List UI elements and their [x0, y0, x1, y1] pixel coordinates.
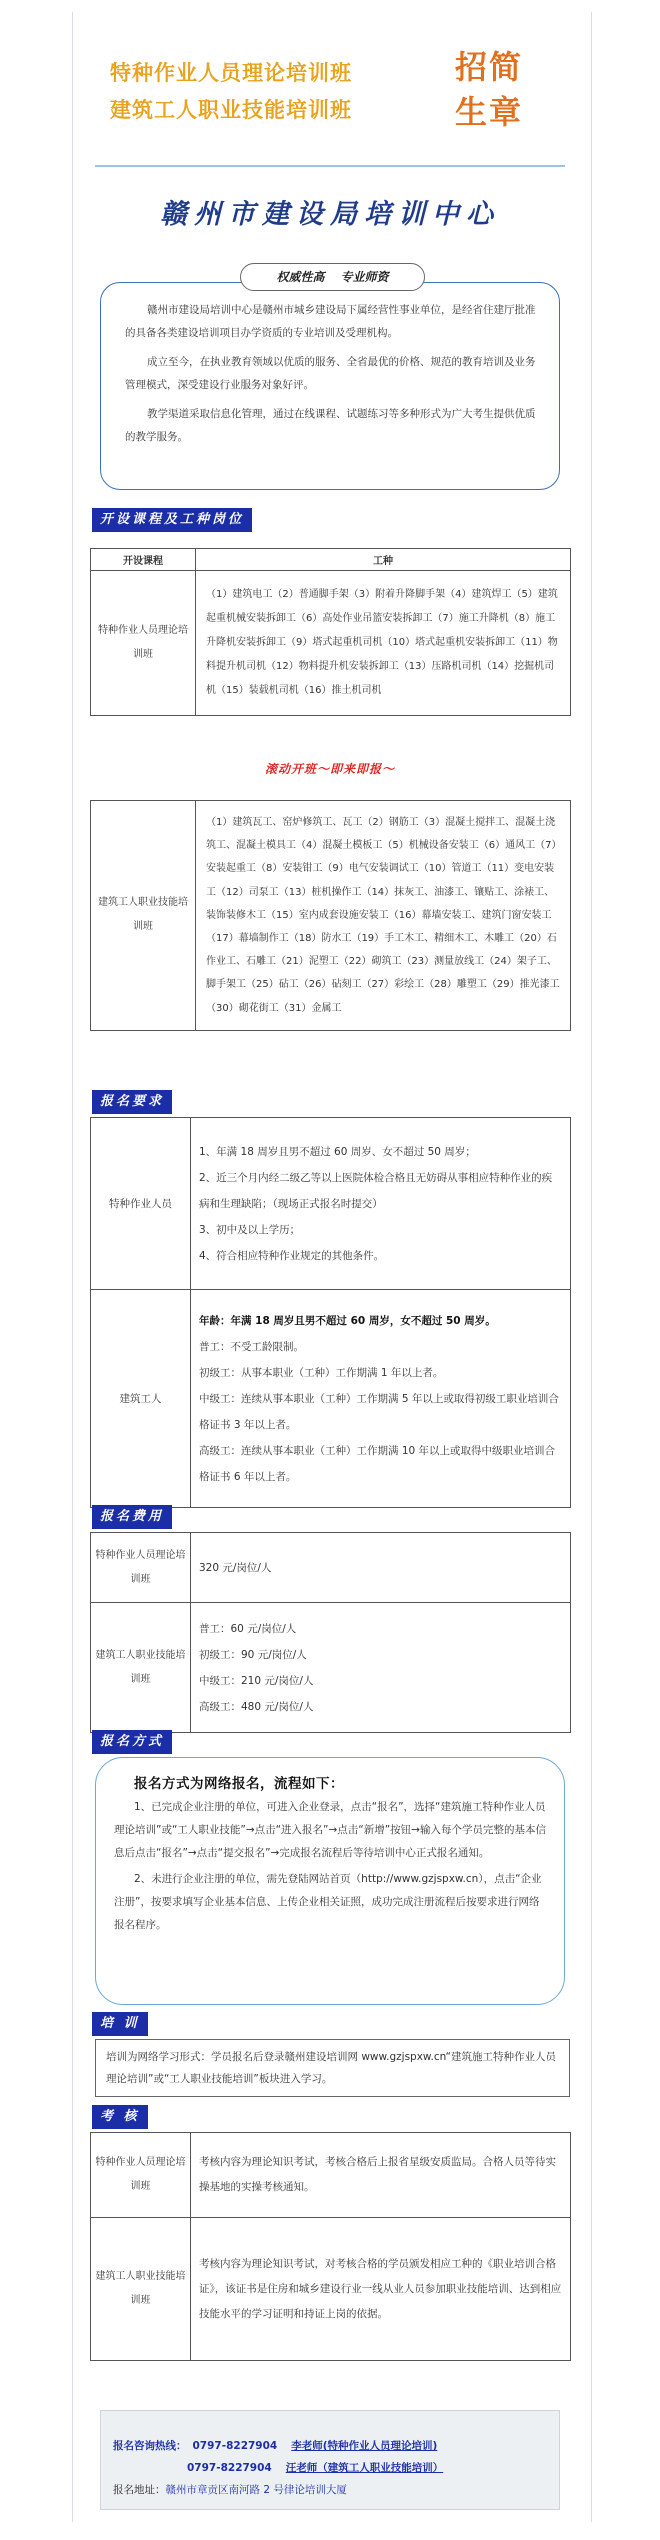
- slogan-right: 专业师资: [340, 270, 389, 284]
- exam-table: [90, 2132, 571, 2361]
- training-info: 培训为网络学习形式：学员报名后登录赣州建设培训网 www.gzjspxw.cn“建筑施工特种作业人员理论培训”或“工人职业技能培训”板块进入学习。: [95, 2039, 570, 2097]
- section-training-tab: 培 训: [92, 2012, 148, 2036]
- section-requirements-tab: 报名要求: [92, 1090, 172, 1114]
- table-row: [91, 1533, 571, 1603]
- application-step: 1、已完成企业注册的单位，可进入企业登录，点击“报名”，选择“建筑施工特种作业人员理论培训”或“工人职业技能”→点击“进入报名”→点击“新增”按钮→输入每个学员完整的基本信息后点击“报名”→点击“提交报名”→完成报名流程后等待培训中心正式报名通知。: [114, 1801, 546, 1859]
- center-title: 赣州市建设局培训中心: [160, 199, 500, 230]
- title-divider: [95, 165, 565, 167]
- builder-courses-table: [90, 800, 571, 1031]
- course-label: 特种作业人员理论培训班: [91, 571, 196, 716]
- course-label: 建筑工人职业技能培训班: [91, 801, 196, 1031]
- contact-person: 汪老师（建筑工人职业技能培训）: [285, 2462, 444, 2474]
- table-row: [91, 549, 571, 571]
- fee-value: 320 元/岗位/人: [191, 1533, 571, 1603]
- fee-item: 初级工：90 元/岗位/人: [199, 1648, 307, 1661]
- requirement-label: 特种作业人员: [91, 1118, 191, 1290]
- slogan: [240, 263, 425, 291]
- application-step: 2、未进行企业注册的单位，需先登陆网站首页（http://www.gzjspxw.cn），点击“企业注册”，按要求填写企业基本信息、上传企业相关证照，成功完成注册流程后按要求进行网络报名程序。: [114, 1873, 542, 1931]
- table-header: 开设课程: [91, 549, 196, 571]
- requirement-item: 4、符合相应特种作业规定的其他条件。: [199, 1249, 385, 1262]
- table-row: [91, 571, 571, 716]
- contact-row: [113, 2457, 547, 2479]
- fee-label: 特种作业人员理论培训班: [91, 1533, 191, 1603]
- contact-panel: [100, 2410, 560, 2510]
- course-titles: [110, 55, 352, 129]
- table-row: [91, 801, 571, 1031]
- table-row: [91, 1290, 571, 1508]
- table-row: [91, 2133, 571, 2218]
- address-row: [113, 2479, 547, 2501]
- rolling-enrollment-note: 滚动开班～即来即报～: [264, 762, 395, 776]
- slogan-left: 权威性高: [276, 270, 325, 284]
- requirement-item: 3、初中及以上学历；: [199, 1223, 301, 1236]
- requirement-item: 高级工：连续从事本职业（工种）工作期满 10 年以上或取得中级职业培训合格证书 6 年以上者。: [199, 1444, 556, 1483]
- phone-number: 0797-8227904: [192, 2440, 278, 2452]
- application-process-panel: [95, 1757, 565, 2005]
- section-fees-tab: 报名费用: [92, 1505, 172, 1529]
- contact-person: 李老师(特种作业人员理论培训): [291, 2440, 438, 2452]
- application-heading: 报名方式为网络报名，流程如下：: [134, 1776, 344, 1792]
- age-requirement: 年龄：年满 18 周岁且男不超过 60 周岁，女不超过 50 周岁。: [199, 1314, 496, 1327]
- section-courses-tab: 开设课程及工种岗位: [92, 508, 252, 532]
- course-jobs: （1）建筑瓦工、窑炉修筑工、瓦工（2）钢筋工（3）混凝土搅拌工、混凝土浇筑工、混凝土模具工（4）混凝土模板工（5）机械设备安装工（6）通风工（7）安装起重工（8）安装钳工（9）电气安装调试工（10）管道工（11）变电安装工（12）司泵工（13）桩机操作工（14）抹灰工、油漆工、镶贴工、涂裱工、装饰装修木工（15）室内成套设施安装工（16）幕墙安装工、建筑门窗安装工（17）幕墙制作工（18）防水工（19）手工木工、精细木工、木雕工（20）石作业工、石雕工（21）泥塑工（22）砌筑工（23）测量放线工（24）架子工、脚手架工（25）砧工（26）砧刻工（27）彩绘工（28）雕塑工（29）推光漆工（30）砌花街工（31）金属工: [196, 801, 571, 1031]
- address-label: 报名地址：: [113, 2484, 166, 2496]
- requirement-item: 2、近三个月内经二级乙等以上医院体检合格且无妨碍从事相应特种作业的疾病和生理缺陷；（现场正式报名时提交）: [199, 1171, 553, 1210]
- title-line-1: 特种作业人员理论培训班: [110, 61, 352, 85]
- intro-paragraph: 成立至今，在执业教育领域以优质的服务、全省最优的价格、规范的教育培训及业务管理模式，深受建设行业服务对象好评。: [125, 356, 536, 391]
- contact-row: [113, 2435, 547, 2457]
- requirements-table: [90, 1117, 571, 1508]
- exam-label: 特种作业人员理论培训班: [91, 2133, 191, 2218]
- table-row: [91, 2218, 571, 2361]
- exam-label: 建筑工人职业技能培训班: [91, 2218, 191, 2361]
- intro-paragraph: 教学渠道采取信息化管理，通过在线课程、试题练习等多种形式为广大考生提供优质的教学服务。: [125, 408, 536, 443]
- fee-item: 中级工：210 元/岗位/人: [199, 1674, 314, 1687]
- table-row: [91, 1603, 571, 1733]
- recruit-badge: [455, 45, 523, 135]
- fees-table: [90, 1532, 571, 1733]
- title-line-2: 建筑工人职业技能培训班: [110, 98, 352, 122]
- requirement-item: 普工：不受工龄限制。: [199, 1340, 304, 1353]
- courses-table: [90, 548, 571, 716]
- requirement-item: 1、年满 18 周岁且男不超过 60 周岁、女不超过 50 周岁；: [199, 1145, 476, 1158]
- phone-number: 0797-8227904: [187, 2462, 272, 2474]
- intro-panel: [100, 282, 560, 490]
- section-method-tab: 报名方式: [92, 1730, 172, 1754]
- intro-paragraph: 赣州市建设局培训中心是赣州市城乡建设局下属经营性事业单位，是经省住建厅批准的具备各类建设培训项目办学资质的专业培训及受理机构。: [125, 304, 536, 339]
- recruit-line-2: 生章: [455, 93, 524, 131]
- fee-item: 高级工：480 元/岗位/人: [199, 1700, 314, 1713]
- section-exam-tab: 考 核: [92, 2105, 148, 2129]
- table-header: 工种: [196, 549, 571, 571]
- recruit-line-1: 招简: [455, 48, 524, 86]
- hotline-label: 报名咨询热线：: [113, 2440, 187, 2452]
- fee-values: [191, 1603, 571, 1733]
- address-value: 赣州市章贡区南河路 2 号律论培训大厦: [165, 2484, 347, 2496]
- requirement-label: 建筑工人: [91, 1290, 191, 1508]
- table-row: [91, 1118, 571, 1290]
- requirement-body: [191, 1290, 571, 1508]
- exam-text: 考核内容为理论知识考试，考核合格后上报省星级安质监局。合格人员等待实操基地的实操考核通知。: [191, 2133, 571, 2218]
- requirement-item: 中级工：连续从事本职业（工种）工作期满 5 年以上或取得初级工职业培训合格证书 3 年以上者。: [199, 1392, 559, 1431]
- fee-label: 建筑工人职业技能培训班: [91, 1603, 191, 1733]
- fee-item: 普工：60 元/岗位/人: [199, 1622, 297, 1635]
- course-jobs: （1）建筑电工（2）普通脚手架（3）附着升降脚手架（4）建筑焊工（5）建筑起重机械安装拆卸工（6）高处作业吊篮安装拆卸工（7）施工升降机（8）施工升降机安装拆卸工（9）塔式起重机司机（10）塔式起重机安装拆卸工（11）物料提升机司机（12）物料提升机安装拆卸工（13）压路机司机（14）挖掘机司机（15）装载机司机（16）推土机司机: [196, 571, 571, 716]
- requirement-body: [191, 1118, 571, 1290]
- requirement-item: 初级工：从事本职业（工种）工作期满 1 年以上者。: [199, 1366, 444, 1379]
- exam-text: 考核内容为理论知识考试，对考核合格的学员颁发相应工种的《职业培训合格证》，该证书是住房和城乡建设行业一线从业人员参加职业技能培训、达到相应技能水平的学习证明和持证上岗的依据。: [191, 2218, 571, 2361]
